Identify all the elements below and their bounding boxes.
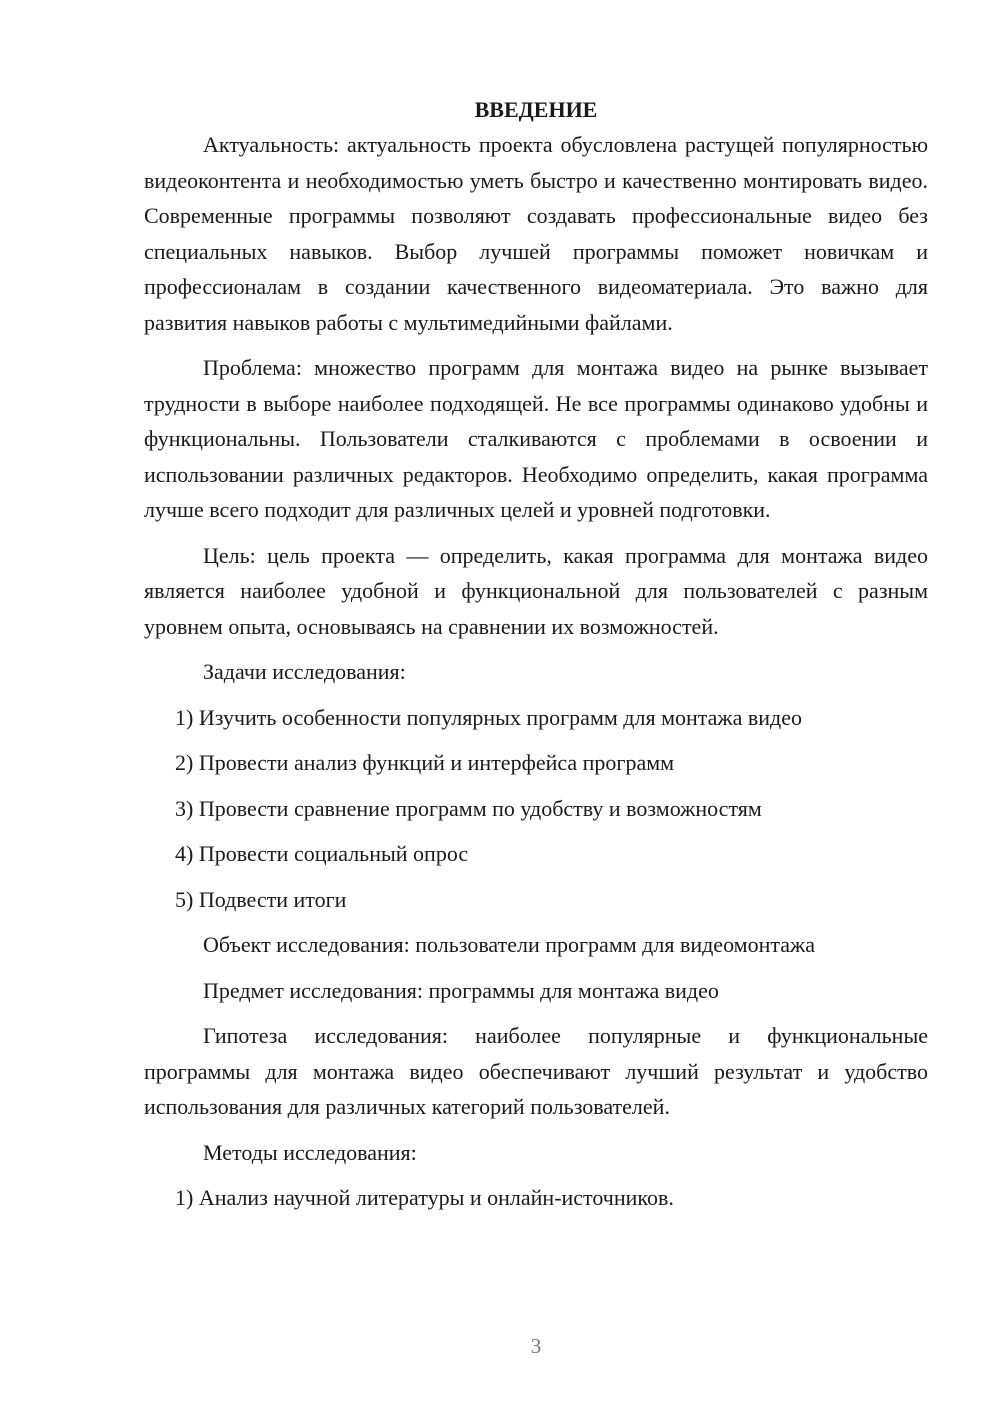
page-number: 3 bbox=[530, 1334, 542, 1358]
list-item: 1) Анализ научной литературы и онлайн-источников. bbox=[175, 1185, 674, 1210]
hypothesis-paragraph: Гипотеза исследования: наиболее популярные и функциональные программы для монтажа видео обеспечивают лучший результат и удобство использования для различных категорий пользователей. bbox=[144, 1023, 928, 1119]
problem-paragraph: Проблема: множество программ для монтажа видео на рынке вызывает трудности в выборе наиболее подходящей. Не все программы одинаково удобны и функциональны. Пользователи сталкиваются с проблемами в освоении и использовании различных редакторов. Необходимо определить, какая программа лучше всего подходит для различных целей и уровней подготовки. bbox=[144, 355, 928, 522]
list-item: 5) Подвести итоги bbox=[175, 886, 347, 912]
section-heading: ВВЕДЕНИЕ bbox=[474, 97, 598, 122]
list-item: 3) Провести сравнение программ по удобству и возможностям bbox=[175, 795, 762, 821]
subject-paragraph: Предмет исследования: программы для монтажа видео bbox=[203, 977, 719, 1003]
tasks-list bbox=[144, 700, 928, 918]
tasks-title: Задачи исследования: bbox=[203, 659, 406, 684]
list-item: 1) Изучить особенности популярных программ для монтажа видео bbox=[175, 704, 803, 730]
object-paragraph: Объект исследования: пользователи программ для видеомонтажа bbox=[203, 932, 815, 957]
methods-list bbox=[144, 1180, 928, 1216]
goal-paragraph: Цель: цель проекта — определить, какая программа для монтажа видео является наиболее удобной и функциональной для пользователей с разным уровнем опыта, основываясь на сравнении их возможностей. bbox=[144, 542, 928, 639]
relevance-paragraph: Актуальность: актуальность проекта обусловлена растущей популярностью видеоконтента и необходимостью уметь быстро и качественно монтировать видео. Современные программы позволяют создавать профессиональные видео без специальных навыков. Выбор лучшей программы поможет новичкам и профессионалам в создании качественного видеоматериала. Это важно для развития навыков работы с мультимедийными файлами. bbox=[144, 132, 928, 335]
list-item: 4) Провести социальный опрос bbox=[175, 841, 469, 866]
methods-title: Методы исследования: bbox=[203, 1139, 417, 1165]
list-item: 2) Провести анализ функций и интерфейса программ bbox=[175, 750, 675, 775]
document-page bbox=[144, 92, 928, 1226]
